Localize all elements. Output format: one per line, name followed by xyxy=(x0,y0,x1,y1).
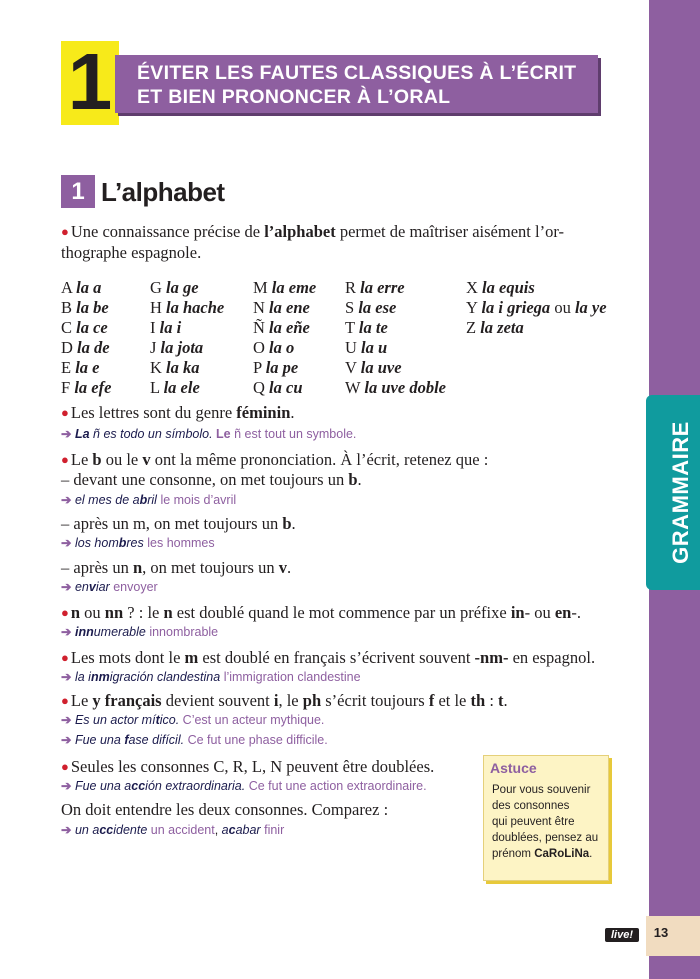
rule-n-nn: ● n ou nn ? : le n est doublé quand le mot commence par un préfixe in- ou en-. xyxy=(61,603,581,622)
alphabet-entry: M la eme xyxy=(253,278,317,297)
bullet-icon: ● xyxy=(61,405,69,420)
rule-b-v: ● Le b ou le v ont la même prononciation. À l’écrit, retenez que : xyxy=(61,450,489,469)
rule-double-consonants: ● Seules les consonnes C, R, L, N peuvent être doublées. xyxy=(61,757,435,776)
alphabet-entry: G la ge xyxy=(150,278,199,297)
example-b-v-3: ➔ enviar envoyer xyxy=(61,580,158,594)
alphabet-entry: A la a xyxy=(61,278,102,297)
alphabet-entry: R la erre xyxy=(345,278,405,297)
alphabet-entry: J la jota xyxy=(150,338,204,357)
chapter-number: 1 xyxy=(67,37,113,126)
arrow-right-icon: ➔ xyxy=(61,670,72,684)
grammar-tab xyxy=(646,395,700,590)
bullet-icon: ● xyxy=(61,452,69,467)
alphabet-entry: B la be xyxy=(61,298,109,317)
arrow-right-icon: ➔ xyxy=(61,580,72,594)
alphabet-entry: V la uve xyxy=(345,358,402,377)
arrow-right-icon: ➔ xyxy=(61,536,72,550)
tip-line: Pour vous souvenir xyxy=(492,784,591,796)
alphabet-entry: X la equis xyxy=(466,278,535,297)
alphabet-entry: K la ka xyxy=(150,358,200,377)
chapter-title-line1: ÉVITER LES FAUTES CLASSIQUES À L’ÉCRIT xyxy=(137,62,577,84)
example-gender: ➔ La ñ es todo un símbolo. Le ñ est tout un symbole. xyxy=(61,427,357,441)
alphabet-entry: P la pe xyxy=(253,358,299,377)
arrow-right-icon: ➔ xyxy=(61,779,72,793)
alphabet-entry: L la ele xyxy=(150,378,200,397)
alphabet-entry: Ñ la eñe xyxy=(253,318,310,337)
tip-line: des consonnes xyxy=(492,800,570,812)
intro-paragraph-line1: ● Une connaissance précise de l’alphabet permet de maîtriser aisément l’or- xyxy=(61,222,564,241)
bullet-icon: ● xyxy=(61,759,69,774)
section-title: L’alphabet xyxy=(101,177,225,207)
grammar-tab-label: GRAMMAIRE xyxy=(668,421,693,564)
alphabet-entry: N la ene xyxy=(253,298,310,317)
alphabet-entry: S la ese xyxy=(345,298,397,317)
example-double-2: ➔ un accidente un accident, acabar finir xyxy=(61,823,285,837)
alphabet-entry: T la te xyxy=(345,318,388,337)
rule-y-ph-th: ● Le y français devient souvent i, le ph s’écrit toujours f et le th : t. xyxy=(61,691,508,710)
example-y-ph-1: ➔ Es un actor mítico. C’est un acteur mythique. xyxy=(61,713,325,727)
bullet-icon: ● xyxy=(61,605,69,620)
example-n-nn: ➔ innumerable innombrable xyxy=(61,625,219,639)
example-b-v-2: ➔ los hombres les hommes xyxy=(61,536,215,550)
chapter-title-line2: ET BIEN PRONONCER À L’ORAL xyxy=(137,86,451,108)
rule-b-v-sub2: – après un m, on met toujours un b. xyxy=(61,514,296,533)
arrow-right-icon: ➔ xyxy=(61,823,72,837)
bullet-icon: ● xyxy=(61,650,69,665)
rule-gender: ● Les lettres sont du genre féminin. xyxy=(61,403,295,422)
alphabet-entry: H la hache xyxy=(150,298,225,317)
alphabet-entry: W la uve doble xyxy=(345,378,446,397)
arrow-right-icon: ➔ xyxy=(61,713,72,727)
alphabet-entry: E la e xyxy=(61,358,100,377)
rule-b-v-sub3: – après un n, on met toujours un v. xyxy=(61,558,292,577)
bullet-icon: ● xyxy=(61,224,69,239)
tip-line-last: prénom CaRoLiNa. xyxy=(492,848,593,860)
intro-paragraph-line2: thographe espagnole. xyxy=(61,243,202,262)
alphabet-entry: O la o xyxy=(253,338,295,357)
alphabet-entry: C la ce xyxy=(61,318,108,337)
section-number: 1 xyxy=(71,178,85,205)
alphabet-entry: Q la cu xyxy=(253,378,303,397)
alphabet-entry: F la efe xyxy=(61,378,112,397)
rule-mm: ● Les mots dont le m est doublé en français s’écrivent souvent -nm- en espagnol. xyxy=(61,648,596,667)
arrow-right-icon: ➔ xyxy=(61,625,72,639)
tip-line: doublées, pensez au xyxy=(492,832,599,844)
alphabet-entry: D la de xyxy=(61,338,110,357)
arrow-right-icon: ➔ xyxy=(61,493,72,507)
alphabet-entry: U la u xyxy=(345,338,388,357)
rule-b-v-sub1: – devant une consonne, on met toujours un b. xyxy=(61,470,362,489)
bullet-icon: ● xyxy=(61,693,69,708)
live-logo: live! xyxy=(605,928,639,942)
page-number: 13 xyxy=(653,925,669,940)
tip-title: Astuce xyxy=(490,760,537,776)
rule-compare: On doit entendre les deux consonnes. Comparez : xyxy=(61,800,389,819)
alphabet-entry: Z la zeta xyxy=(466,318,524,337)
example-mm: ➔ la inmigración clandestina l’immigration clandestine xyxy=(61,670,361,684)
example-double-1: ➔ Fue una acción extraordinaria. Ce fut une action extraordinaire. xyxy=(61,779,427,793)
example-y-ph-2: ➔ Fue una fase difícil. Ce fut une phase difficile. xyxy=(61,733,328,747)
alphabet-entry: I la i xyxy=(150,318,182,337)
example-b-v-1: ➔ el mes de abril le mois d’avril xyxy=(61,493,237,507)
arrow-right-icon: ➔ xyxy=(61,427,72,441)
tip-line: qui peuvent être xyxy=(492,816,575,828)
alphabet-entry: Y la i griega ou la ye xyxy=(466,298,607,317)
arrow-right-icon: ➔ xyxy=(61,733,72,747)
